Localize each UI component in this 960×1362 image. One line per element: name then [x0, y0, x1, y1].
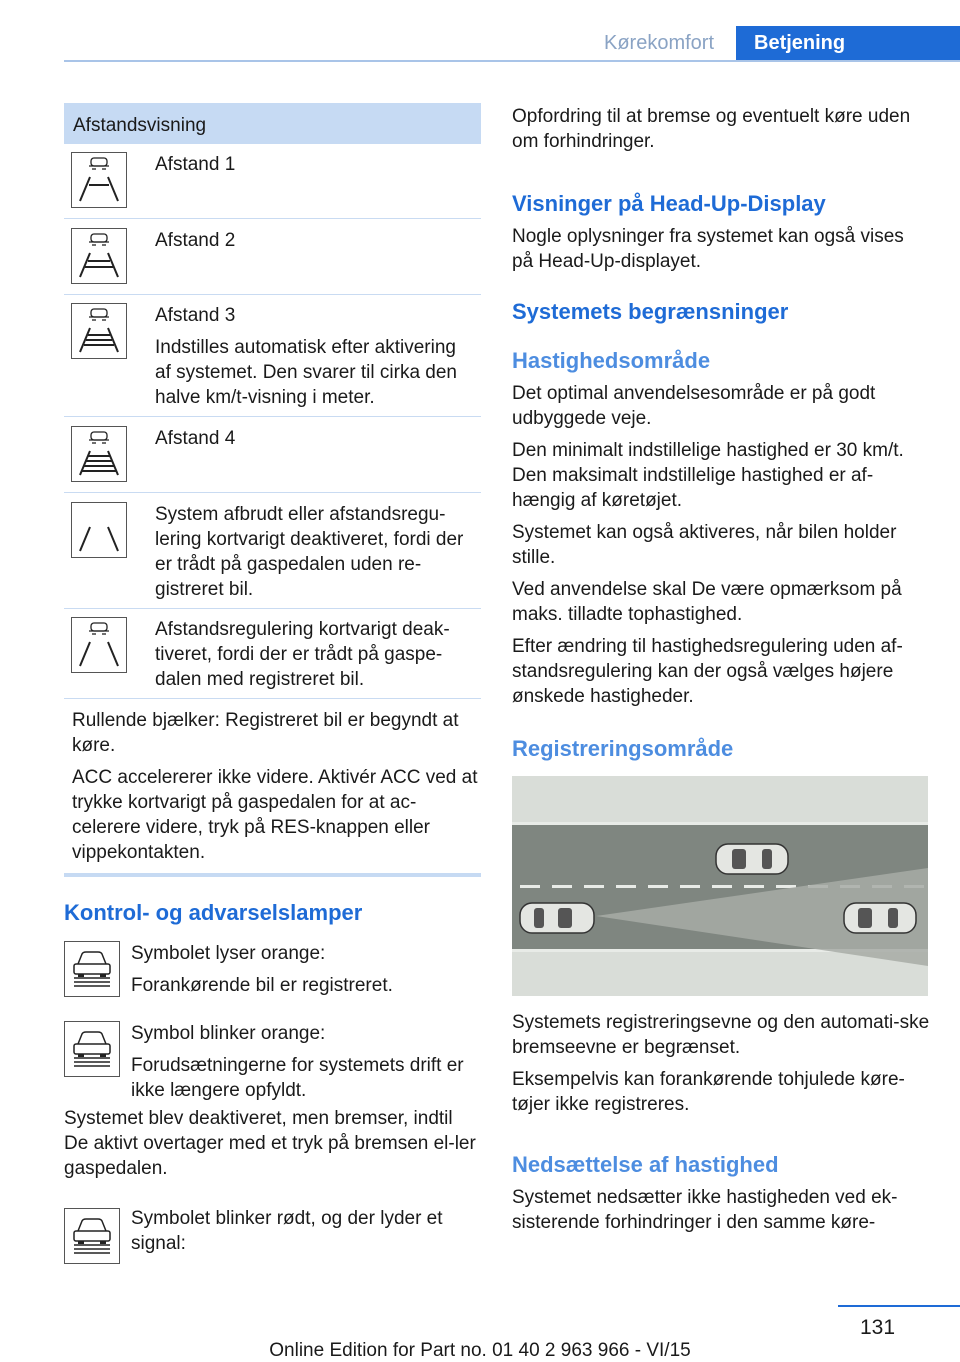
hud-paragraph: Nogle oplysninger fra systemet kan også vises på Head-Up-displayet.	[512, 226, 904, 272]
speed-paragraph: Efter ændring til hastighedsregulering uden af‐standsregulering kan der også vælges højere ønskede hastigheder.	[512, 636, 903, 707]
speed-reduction-text: Systemet nedsætter ikke hastigheden ved ek‐sisterende forhindringer i den samme køre‐	[512, 1187, 898, 1233]
table-row-text: Afstand 4	[155, 428, 236, 449]
header-tab-operation: Betjening	[736, 26, 960, 62]
distance-control-deactivated-icon	[71, 617, 127, 673]
table-row-text: Afstand 3	[155, 305, 236, 326]
car-orange-blinking-lamp-icon	[64, 1021, 120, 1077]
table-heading: Afstandsvisning	[64, 103, 481, 144]
lamp-description-2	[131, 1021, 476, 1110]
table-row-text: System afbrudt eller afstandsregu‐lering kortvarigt deaktiveret, fordi der er trådt på gaspedalen uden re‐gistreret bil.	[155, 504, 464, 600]
table-row-text: Afstand 1	[155, 154, 236, 175]
table-row-divider	[64, 294, 481, 295]
page-number: 131	[860, 1316, 896, 1339]
lamp-description-3	[131, 1206, 476, 1263]
table-row-text: Afstandsregulering kortvarigt deak‐tiveret, fordi der er trådt på gaspe‐dalen med registreret bil.	[155, 619, 450, 690]
table-cell-distance-4	[155, 426, 477, 458]
system-interrupted-icon	[71, 502, 127, 558]
detection-paragraph: Eksempelvis kan forankørende tohjulede køre‐tøjer ikke registreres.	[512, 1069, 905, 1115]
distance-3-icon	[71, 303, 127, 359]
table-cell-distance-control-deactivated	[155, 617, 477, 699]
lamp-description-1	[131, 941, 476, 1005]
table-cell-distance-1	[155, 152, 477, 184]
speed-paragraph: Den minimalt indstillelige hastighed er 30 km/t. Den maksimalt indstillelige hastighed er af‐hængig af køretøjet.	[512, 440, 904, 511]
lamp-text: Symbolet lyser orange:	[131, 943, 326, 964]
detection-range-illustration	[512, 776, 928, 996]
lamp-text: Forudsætningerne for systemets drift er ikke længere opfyldt.	[131, 1055, 464, 1101]
table-note	[72, 708, 480, 872]
section-heading-lamps: Kontrol- og advarselslamper	[64, 900, 363, 925]
section-heading-hud: Visninger på Head-Up-Display	[512, 191, 826, 216]
table-row-divider	[64, 608, 481, 609]
subheading-detection-range: Registreringsområde	[512, 736, 734, 761]
table-row-text: Indstilles automatisk efter aktivering af systemet. Den svarer til cirka den halve km/t-visning i meter.	[155, 337, 457, 408]
lamp-text: Symbolet blinker rødt, og der lyder et signal:	[131, 1208, 443, 1254]
table-cell-system-interrupted	[155, 502, 477, 609]
speed-paragraph: Systemet kan også aktiveres, når bilen holder stille.	[512, 522, 897, 568]
car-orange-lamp-icon	[64, 941, 120, 997]
table-row-divider	[64, 492, 481, 493]
subheading-speed-range: Hastighedsområde	[512, 348, 711, 373]
lamp-text: Forankørende bil er registreret.	[131, 975, 393, 996]
detection-range-text	[512, 1010, 930, 1124]
intro-paragraph: Opfordring til at bremse og eventuelt køre uden om forhindringer.	[512, 106, 911, 152]
subheading-speed-reduction: Nedsættelse af hastighed	[512, 1152, 779, 1177]
distance-4-icon	[71, 426, 127, 482]
car-red-lamp-icon	[64, 1208, 120, 1264]
table-cell-distance-3	[155, 303, 477, 417]
table-row-divider	[64, 218, 481, 219]
table-bottom-bar	[64, 873, 481, 877]
speed-paragraph: Ved anvendelse skal De være opmærksom på maks. tilladte tophastighed.	[512, 579, 902, 625]
footer-rule	[838, 1305, 960, 1307]
edition-footer: Online Edition for Part no. 01 40 2 963 966 - VI/15	[269, 1340, 691, 1361]
note-paragraph: Rullende bjælker: Registreret bil er begyndt at køre.	[72, 710, 459, 756]
distance-2-icon	[71, 228, 127, 284]
lamp-text: Symbol blinker orange:	[131, 1023, 326, 1044]
detection-paragraph: Systemets registreringsevne og den automati‐ske bremseevne er begrænset.	[512, 1012, 930, 1058]
speed-range-text	[512, 381, 930, 716]
table-row-divider	[64, 416, 481, 417]
header-rule	[64, 60, 960, 62]
note-paragraph: ACC accelererer ikke videre. Aktivér ACC ved at trykke kortvarigt på gaspedalen for at ac‐celerere videre, tryk på RES-knappen eller vippekontakten.	[72, 767, 478, 863]
section-heading-limits: Systemets begrænsninger	[512, 299, 789, 324]
lamps-paragraph: Systemet blev deaktiveret, men bremser, indtil De aktivt overtager med et tryk på bremsen el‐ler gaspedalen.	[64, 1108, 476, 1179]
table-row-text: Afstand 2	[155, 230, 236, 251]
table-cell-distance-2	[155, 228, 477, 260]
header-tab-driving-comfort: Kørekomfort	[603, 32, 715, 54]
speed-paragraph: Det optimal anvendelsesområde er på godt udbyggede veje.	[512, 383, 876, 429]
table-row-divider	[64, 698, 481, 699]
distance-1-icon	[71, 152, 127, 208]
